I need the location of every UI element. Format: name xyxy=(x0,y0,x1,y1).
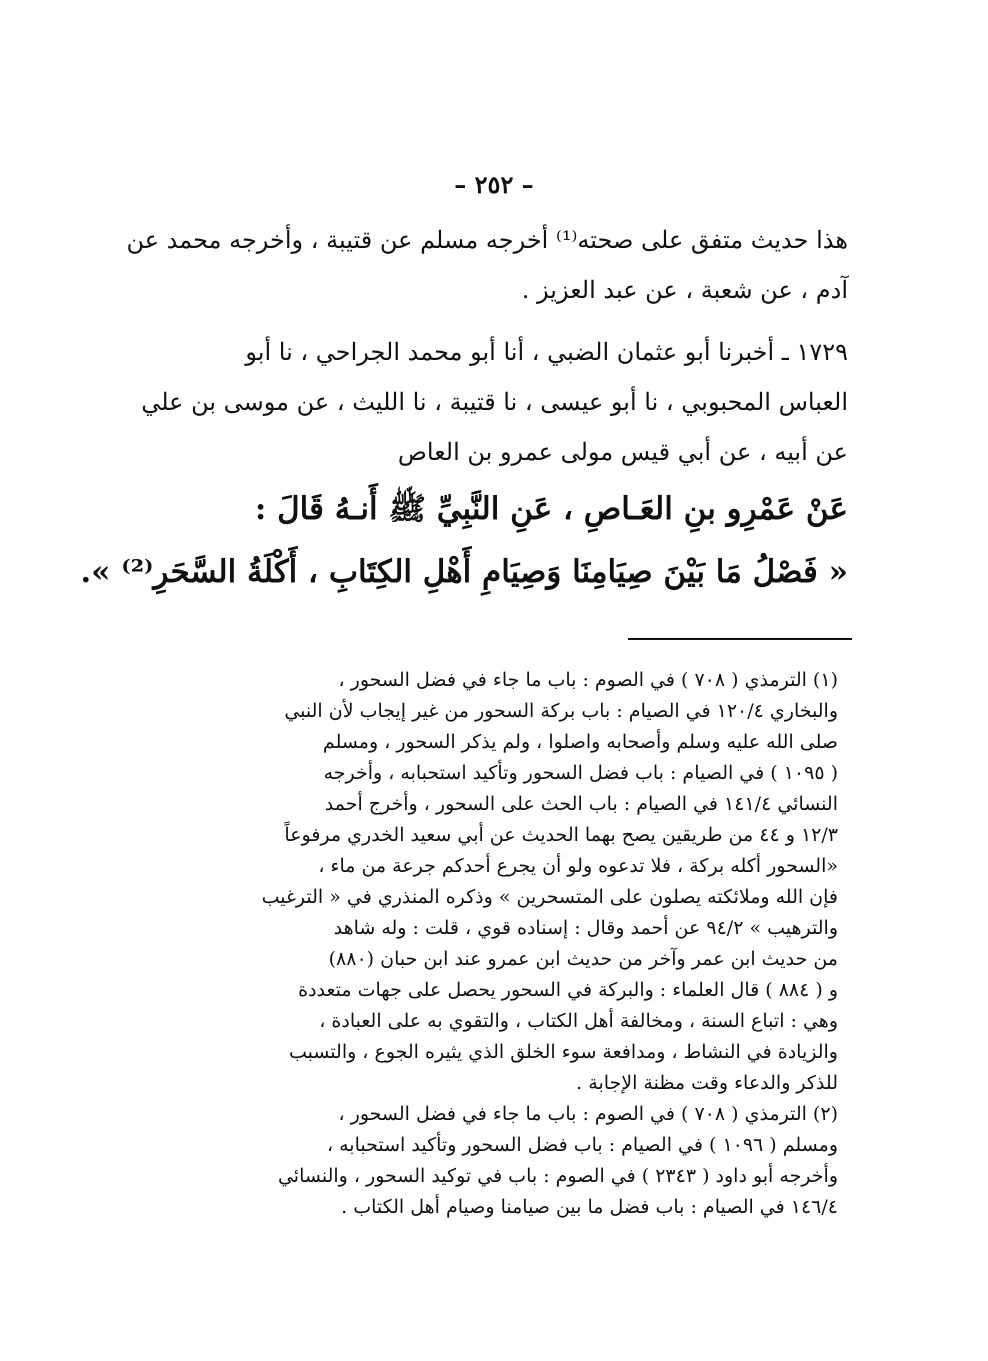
text-line: هذا حديث متفق على صحته⁽¹⁾ أخرجه مسلم عن قتيبة ، وأخرجه محمد عن xyxy=(126,226,848,254)
footnote-line: (١) الترمذي ( ٧٠٨ ) في الصوم : باب ما جاء في فضل السحور ، xyxy=(338,669,838,691)
footnote-line: وأخرجه أبو داود ( ٢٣٤٣ ) في الصوم : باب في توكيد السحور ، والنسائي xyxy=(277,1165,838,1187)
footnotes xyxy=(138,665,838,1223)
footnote-line: ١٢/٣ و ٤٤ من طريقين يصح بهما الحديث عن أبي سعيد الخدري مرفوعاً xyxy=(284,824,838,846)
footnote-line: فإن الله وملائكته يصلون على المتسحرين » وذكره المنذري في « الترغيب xyxy=(261,886,838,908)
footnote-line: من حديث ابن عمر وآخر من حديث ابن عمرو عند ابن حبان (٨٨٠) xyxy=(328,948,838,970)
footnote-divider xyxy=(628,638,852,640)
text-line: آدم ، عن شعبة ، عن عبد العزيز . xyxy=(521,276,848,304)
quote-line: عَنْ عَمْرِو بنِ العَـاصِ ، عَنِ النَّبِيِّ ﷺ أَنـهُ قَالَ : xyxy=(254,491,848,527)
page-number: – ٢٥٢ – xyxy=(454,170,534,199)
footnote-line: (٢) الترمذي ( ٧٠٨ ) في الصوم : باب ما جاء في فضل السحور ، xyxy=(338,1103,838,1125)
footnote-line: النسائي ١٤١/٤ في الصيام : باب الحث على السحور ، وأخرج أحمد xyxy=(324,793,838,815)
footnote-line: والزيادة في النشاط ، ومدافعة سوء الخلق الذي يثيره الجوع ، والتسبب xyxy=(288,1041,838,1063)
footnote-line: وهي : اتباع السنة ، ومخالفة أهل الكتاب ، والتقوي به على العبادة ، xyxy=(319,1010,838,1032)
text-line: عن أبيه ، عن أبي قيس مولى عمرو بن العاص xyxy=(397,438,848,466)
footnote-line: «السحور أكله بركة ، فلا تدعوه ولو أن يجرع أحدكم جرعة من ماء ، xyxy=(318,855,838,877)
footnote-line: ١٤٦/٤ في الصيام : باب فضل ما بين صيامنا وصيام أهل الكتاب . xyxy=(341,1196,838,1218)
footnote-line: والبخاري ١٢٠/٤ في الصيام : باب بركة السحور من غير إيجاب لأن النبي xyxy=(284,700,838,722)
text-line: العباس المحبوبي ، نا أبو عيسى ، نا قتيبة ، نا الليث ، عن موسى بن علي xyxy=(141,388,848,416)
footnote-line: ( ١٠٩٥ ) في الصيام : باب فضل السحور وتأكيد استحبابه ، وأخرجه xyxy=(323,762,838,784)
footnote-line: والترهيب » ٩٤/٢ عن أحمد وقال : إسناده قوي ، قلت : وله شاهد xyxy=(333,917,838,939)
footnote-line: ومسلم ( ١٠٩٦ ) في الصيام : باب فضل السحور وتأكيد استحبابه ، xyxy=(326,1134,838,1156)
text-line: ١٧٢٩ ـ أخبرنا أبو عثمان الضبي ، أنا أبو محمد الجراحي ، نا أبو xyxy=(245,338,848,366)
footnote-line: و ( ٨٨٤ ) قال العلماء : والبركة في السحور يحصل على جهات متعددة xyxy=(298,979,838,1001)
quote-line: « فَصْلُ مَا بَيْنَ صِيَامِنَا وَصِيَامِ أَهْلِ الكِتَابِ ، أَكْلَةُ السَّحَرِ⁽²⁾ ». xyxy=(80,554,848,590)
footnote-line: صلى الله عليه وسلم وأصحابه واصلوا ، ولم يذكر السحور ، ومسلم xyxy=(322,731,838,753)
footnote-line: للذكر والدعاء وقت مظنة الإجابة . xyxy=(576,1072,838,1094)
